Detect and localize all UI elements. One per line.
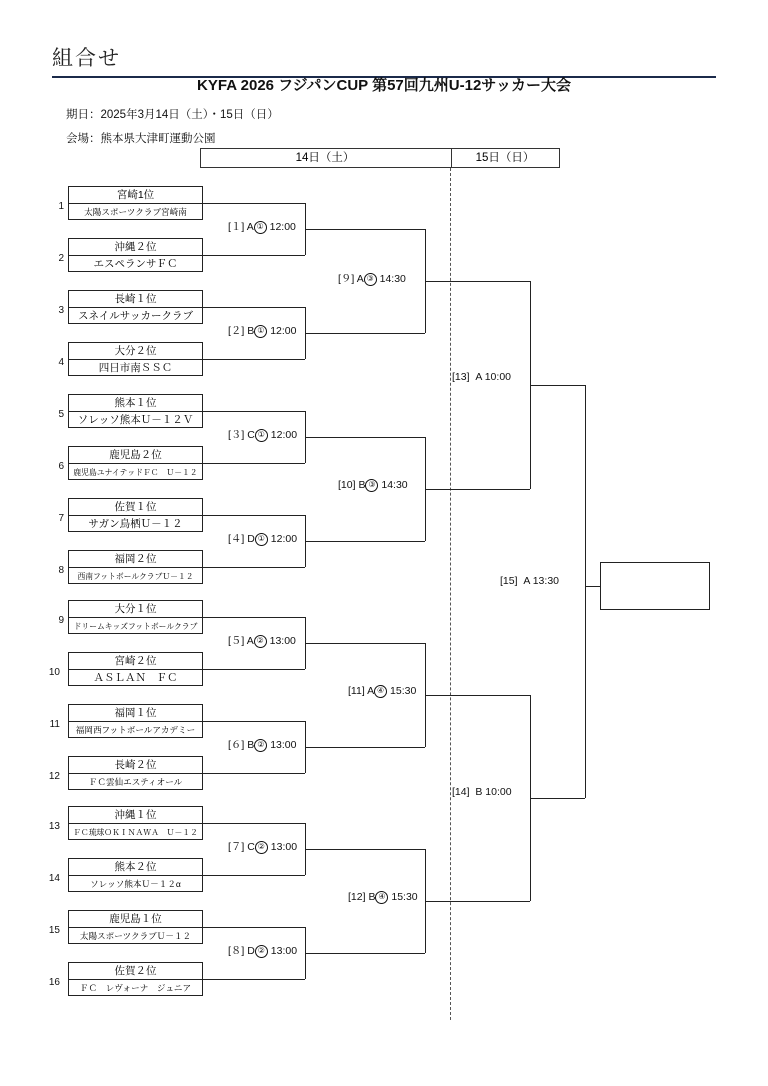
team-rank: 熊本１位 [69,395,202,412]
bracket-line [305,437,425,438]
match-label-6 [228,737,296,752]
match-code: B [358,479,366,491]
match-label-12 [348,891,418,904]
day-header-2: 15日（日） [475,152,535,164]
match-label-5 [228,633,296,648]
event-venue: 会場：熊本県大津町運動公園 [66,133,216,145]
seed-number: 12 [48,771,60,782]
team-name: スネイルサッカークラブ [77,310,194,322]
match-time: 12:00 [270,325,297,337]
seed-number: 10 [48,667,60,678]
seed-number: 5 [58,409,64,420]
team-name: ドリームキッズフットボールクラブ [73,622,198,631]
bracket-line [530,798,585,799]
team-box [68,910,203,944]
match-pre: [３] [228,429,245,441]
bracket-line [203,307,305,308]
team-name: ソレッソ熊本Ｕ－１２Ｖ [77,414,194,426]
bracket-line [425,489,530,490]
seed-number: 1 [58,201,64,212]
seed-number: 4 [58,357,64,368]
match-time: 14:30 [379,273,406,285]
match-pre: [２] [228,325,245,337]
match-pre: [８] [228,945,245,957]
team-rank: 福岡１位 [69,705,202,722]
match-label-4 [228,531,297,546]
bracket-line [203,669,305,670]
team-box [68,806,203,840]
team-name: 西南フットボールクラブＵ－１２ [77,572,194,581]
seed-number: 14 [48,873,60,884]
team-name: ソレッソ熊本Ｕ－１２α [90,879,181,889]
match-code: A [246,221,254,233]
team-rank: 鹿児島２位 [69,447,202,464]
match-time: 12:00 [270,533,298,545]
match-circle: ④ [375,891,388,904]
team-box [68,858,203,892]
match-time: 12:00 [269,221,296,233]
match-code: D [247,533,255,545]
bracket-line [203,515,305,516]
bracket-line [530,385,585,386]
bracket-line [203,773,305,774]
bracket-line [425,695,530,696]
match-time: 13:00 [270,945,298,957]
match-pre: [15] [500,575,518,587]
match-code: A [356,273,364,285]
seed-number: 2 [58,253,64,264]
team-name: ＡＳＬＡＮ ＦＣ [93,672,178,684]
event-date: 期日：2025年3月14日（土）・15日（日） [66,109,279,121]
bracket-line [203,255,305,256]
match-label-15 [500,575,559,587]
match-label-10 [338,479,408,492]
match-label-2 [228,323,296,338]
match-circle: ② [254,635,267,648]
match-code: B [475,786,483,798]
team-rank: 長崎２位 [69,757,202,774]
team-rank: 宮崎1位 [69,187,202,204]
day-divider-line [450,168,451,1020]
match-circle: ② [254,739,267,752]
bracket-line [203,463,305,464]
match-time: 15:30 [391,891,418,903]
match-code: A [523,575,530,587]
team-box [68,186,203,220]
bracket-line [305,541,425,542]
match-time: 14:30 [381,479,408,491]
match-circle: ① [254,221,267,234]
team-rank: 沖縄１位 [69,807,202,824]
bracket-line [425,901,530,902]
match-label-3 [228,427,297,442]
team-rank: 佐賀１位 [69,499,202,516]
match-pre: [11] [348,685,365,697]
team-rank: 大分２位 [69,343,202,360]
match-code: A [246,635,254,647]
team-name: ＦＣ レヴォーナ ジュニア [79,983,192,993]
team-rank: 宮崎２位 [69,653,202,670]
match-code: A [367,685,375,697]
tournament-title: KYFA 2026 フジパンCUP 第57回九州U-12サッカー大会 [197,77,571,94]
match-code: B [247,325,255,337]
match-label-11 [348,685,416,698]
team-rank: 鹿児島１位 [69,911,202,928]
team-box [68,446,203,480]
seed-number: 8 [58,565,64,576]
team-box [68,756,203,790]
match-pre: [13] [452,371,470,383]
match-time: 13:30 [532,575,559,587]
team-box [68,394,203,428]
bracket-line [305,953,425,954]
team-name: エスペランサＦＣ [93,258,178,270]
match-pre: [１] [228,221,245,233]
match-code: C [247,429,255,441]
team-name: 太陽スポーツクラブＵ－１２ [79,931,192,941]
bracket-line [585,385,586,798]
day-header-1: 14日（土） [295,152,355,164]
match-circle: ② [255,841,268,854]
team-box [68,290,203,324]
seed-number: 15 [48,925,60,936]
bracket-line [305,643,425,644]
match-circle: ③ [365,479,378,492]
match-circle: ④ [374,685,387,698]
bracket-line [203,411,305,412]
match-circle: ② [255,945,268,958]
match-time: 13:00 [269,635,296,647]
match-label-8 [228,943,297,958]
team-box [68,238,203,272]
match-code: D [247,945,255,957]
match-code: B [368,891,376,903]
match-circle: ③ [364,273,377,286]
seed-number: 7 [58,513,64,524]
team-box [68,342,203,376]
bracket-line [203,203,305,204]
match-label-13 [452,371,511,383]
match-label-14 [452,786,512,798]
match-time: 10:00 [484,371,511,383]
team-box [68,600,203,634]
bracket-line [203,567,305,568]
match-circle: ① [255,429,268,442]
team-rank: 佐賀２位 [69,963,202,980]
bracket-line [425,281,530,282]
seed-number: 9 [58,615,64,626]
team-name: ＦＣ琉球ＯＫＩＮＡＷＡ Ｕ－１２ [73,828,198,837]
seed-number: 13 [48,821,60,832]
match-time: 10:00 [485,786,512,798]
seed-number: 3 [58,305,64,316]
seed-number: 6 [58,461,64,472]
team-name: ＦＣ雲仙エスティオール [88,777,183,787]
bracket-line [203,721,305,722]
match-time: 13:00 [270,739,297,751]
team-name: 太陽スポーツクラブ宮崎南 [84,207,187,217]
champion-box [600,562,710,610]
match-code: A [475,371,482,383]
team-name: 鹿児島ユナイテッドＦＣ Ｕ－１２ [73,468,198,477]
match-time: 12:00 [270,429,298,441]
team-name: 福岡西フットボールアカデミー [75,725,196,735]
team-box [68,498,203,532]
bracket-line [203,927,305,928]
bracket-line [203,617,305,618]
match-code: B [247,739,255,751]
bracket-line [585,586,600,587]
team-rank: 福岡２位 [69,551,202,568]
team-box [68,652,203,686]
match-time: 15:30 [390,685,417,697]
match-code: C [247,841,255,853]
match-pre: [７] [228,841,245,853]
bracket-line [305,747,425,748]
bracket-line [203,823,305,824]
bracket-line [203,875,305,876]
match-pre: [14] [452,786,470,798]
bracket-line [305,333,425,334]
team-name: 四日市南ＳＳＣ [98,362,173,374]
bracket-line [203,359,305,360]
match-pre: [５] [228,635,245,647]
match-pre: [４] [228,533,245,545]
match-pre: [９] [338,273,355,285]
match-pre: [10] [338,479,356,491]
match-circle: ① [254,325,267,338]
seed-number: 11 [49,719,60,730]
team-rank: 沖縄２位 [69,239,202,256]
match-label-1 [228,219,296,234]
team-rank: 長崎１位 [69,291,202,308]
match-label-7 [228,839,297,854]
team-rank: 大分１位 [69,601,202,618]
team-box [68,704,203,738]
match-time: 13:00 [270,841,298,853]
team-rank: 熊本２位 [69,859,202,876]
seed-number: 16 [48,977,60,988]
team-box [68,550,203,584]
bracket-line [305,229,425,230]
bracket-line [203,979,305,980]
bracket-line [305,849,425,850]
match-pre: [６] [228,739,245,751]
team-name: サガン鳥栖Ｕ－１２ [88,518,183,530]
match-circle: ① [255,533,268,546]
team-box [68,962,203,996]
match-label-9 [338,271,406,286]
match-pre: [12] [348,891,366,903]
page-heading: 組合せ [52,47,121,70]
